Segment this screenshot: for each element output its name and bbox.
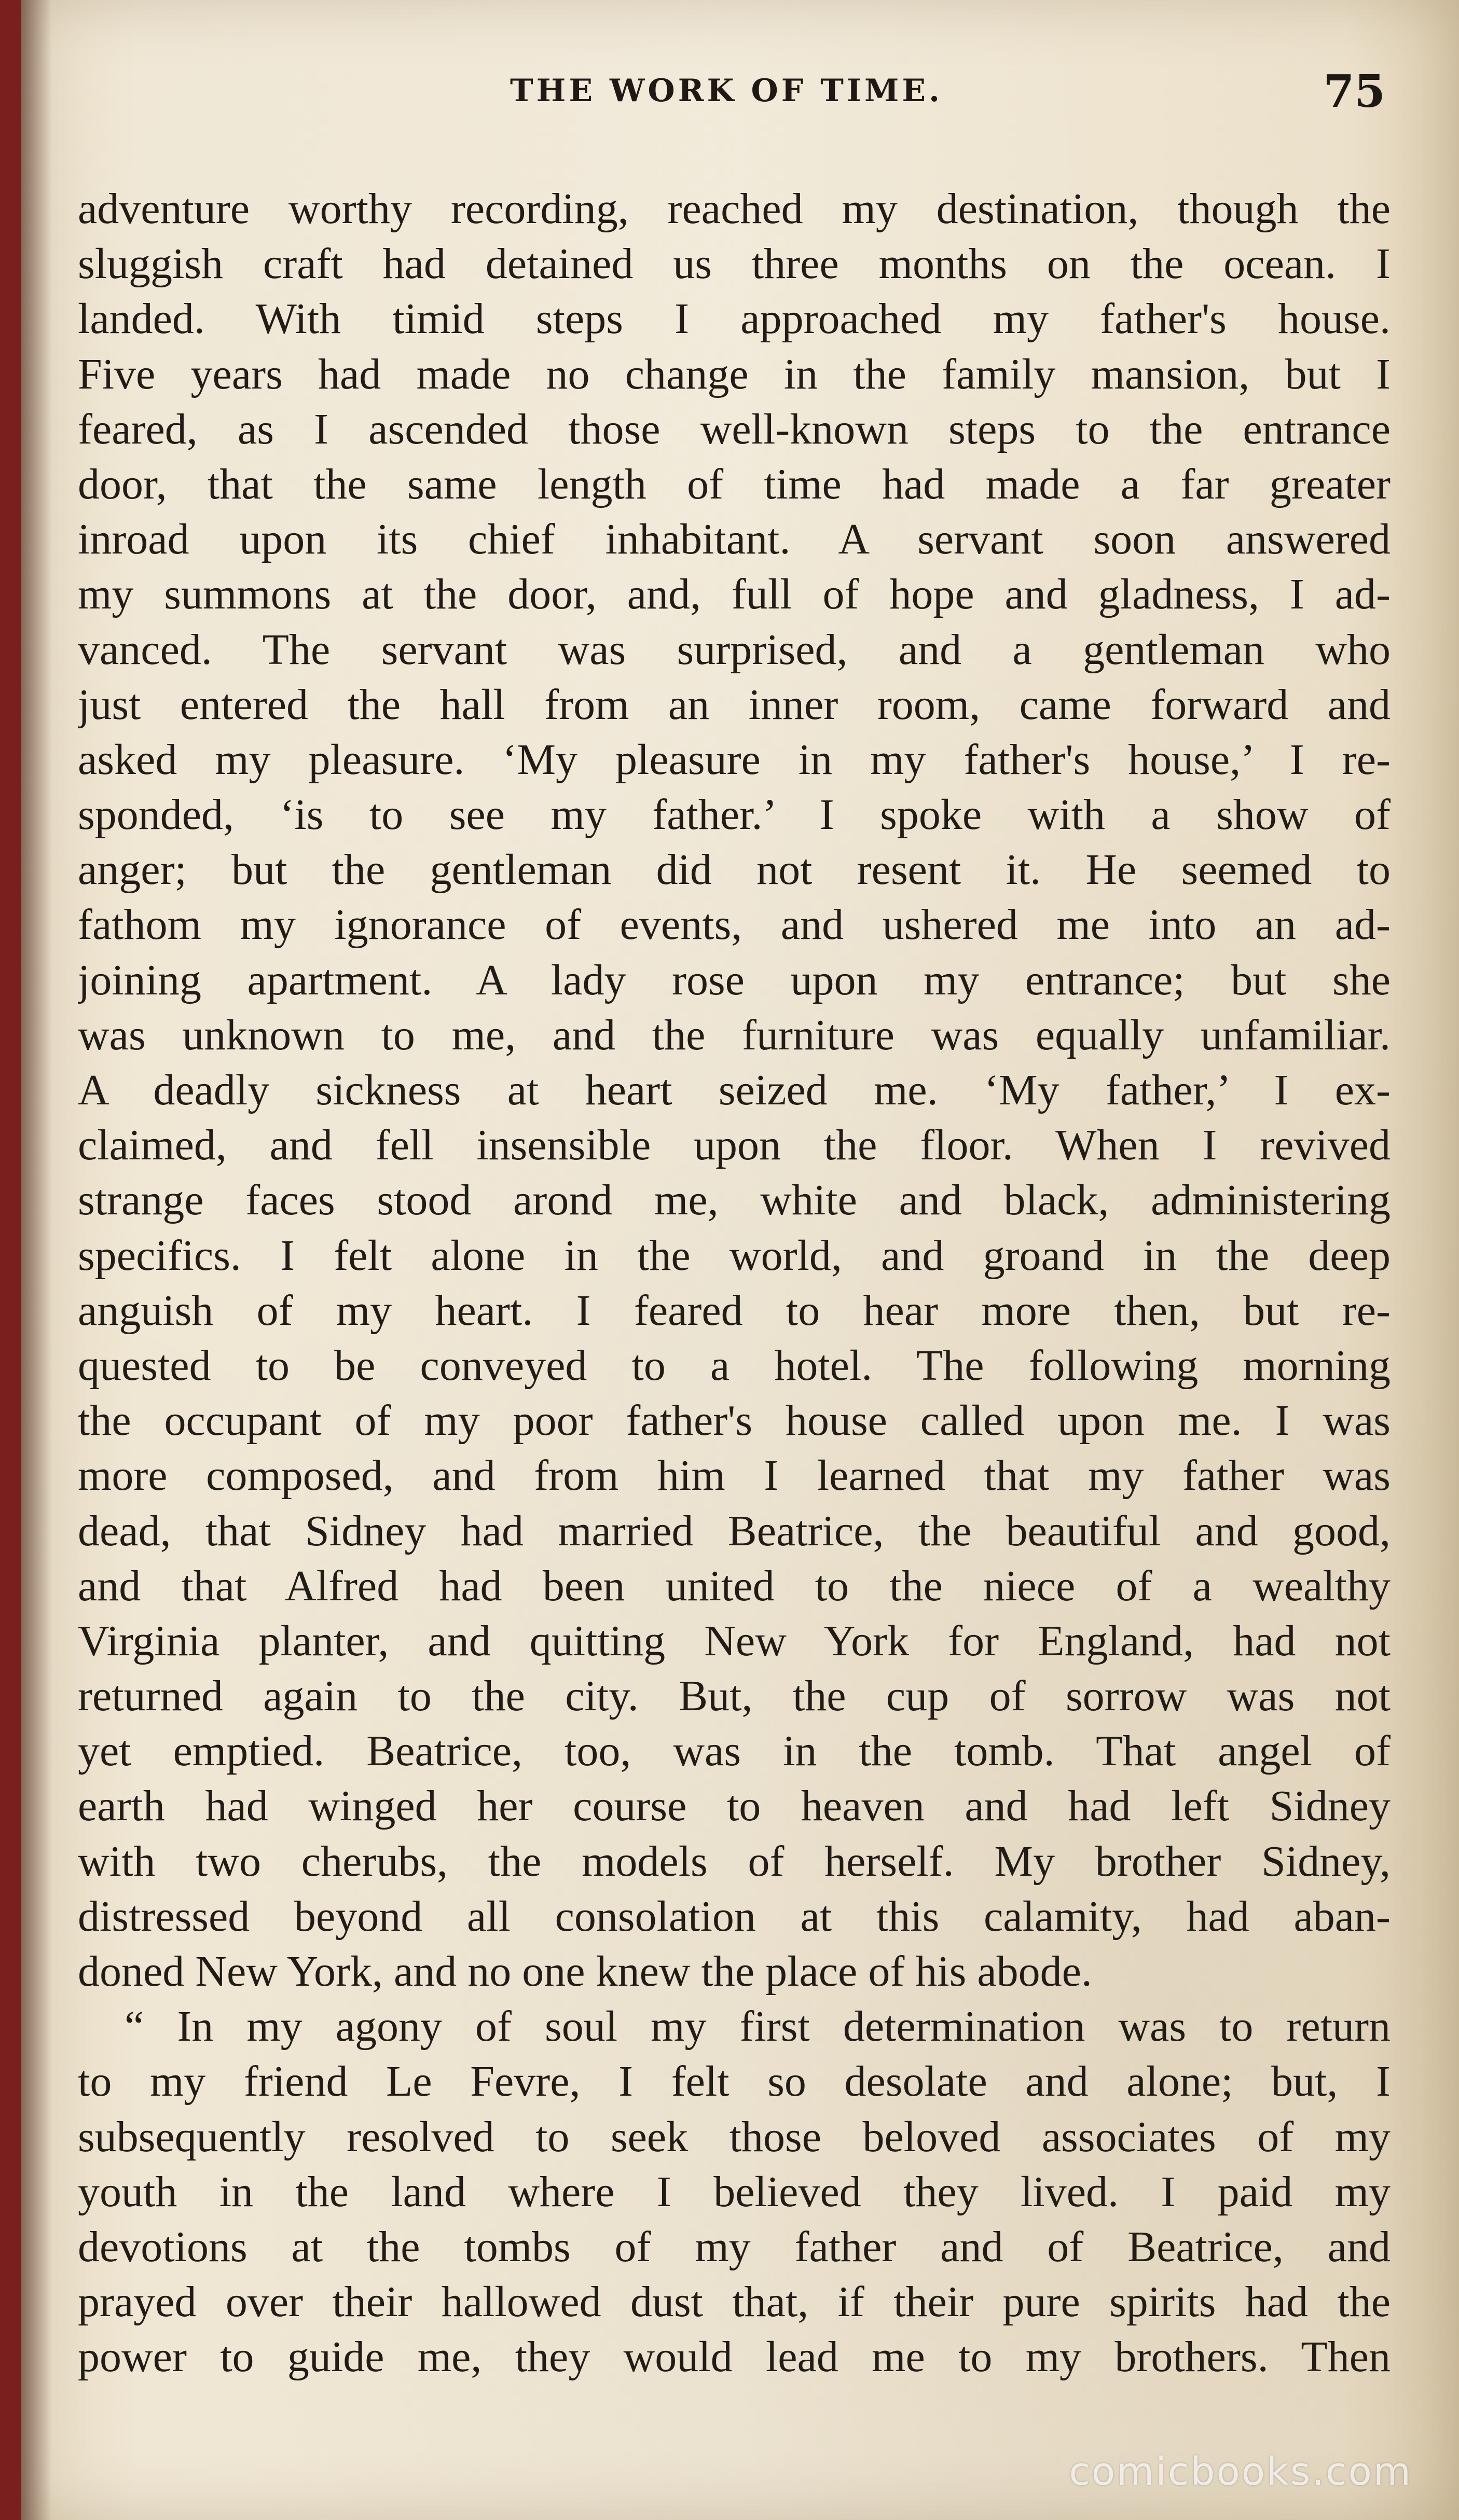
text-line: just entered the hall from an inner room, came forward and bbox=[78, 680, 1391, 729]
text-line: my summons at the door, and, full of hope and gladness, I ad- bbox=[78, 570, 1391, 619]
body-text bbox=[78, 182, 1391, 2385]
text-line: was unknown to me, and the furniture was equally unfamiliar. bbox=[78, 1010, 1391, 1059]
text-line: with two cherubs, the models of herself. My brother Sidney, bbox=[78, 1837, 1391, 1886]
spine-shadow bbox=[21, 0, 52, 2520]
text-line: A deadly sickness at heart seized me. ‘My father,’ I ex- bbox=[78, 1066, 1391, 1114]
text-line: to my friend Le Fevre, I felt so desolate and alone; but, I bbox=[78, 2057, 1391, 2106]
paragraph-2 bbox=[78, 1999, 1391, 2385]
text-line: joining apartment. A lady rose upon my entrance; but she bbox=[78, 956, 1391, 1004]
text-line: doned New York, and no one knew the place of his abode. bbox=[78, 1947, 1092, 1996]
text-line: sluggish craft had detained us three months on the ocean. I bbox=[78, 240, 1391, 288]
text-line: quested to be conveyed to a hotel. The following morning bbox=[78, 1341, 1391, 1390]
text-line: “ In my agony of soul my first determination was to return bbox=[125, 2002, 1391, 2051]
text-line: youth in the land where I believed they lived. I paid my bbox=[78, 2167, 1391, 2216]
text-line: yet emptied. Beatrice, too, was in the tomb. That angel of bbox=[78, 1727, 1391, 1776]
text-line: fathom my ignorance of events, and ushered me into an ad- bbox=[78, 901, 1391, 949]
text-line: power to guide me, they would lead me to my brothers. Then bbox=[78, 2333, 1391, 2381]
book-page bbox=[21, 0, 1459, 2520]
text-line: inroad upon its chief inhabitant. A servant soon answered bbox=[78, 515, 1391, 564]
text-line: earth had winged her course to heaven and had left Sidney bbox=[78, 1782, 1391, 1831]
text-line: devotions at the tombs of my father and of Beatrice, and bbox=[78, 2222, 1391, 2271]
text-line: anguish of my heart. I feared to hear more then, but re- bbox=[78, 1286, 1391, 1335]
text-line: door, that the same length of time had made a far greater bbox=[78, 460, 1391, 508]
text-line: distressed beyond all consolation at this calamity, had aban- bbox=[78, 1892, 1391, 1941]
text-line: dead, that Sidney had married Beatrice, the beautiful and good, bbox=[78, 1506, 1391, 1555]
text-line: Five years had made no change in the family mansion, but I bbox=[78, 350, 1391, 398]
watermark: comicbooks.com bbox=[1069, 2449, 1412, 2494]
text-line: vanced. The servant was surprised, and a gentleman who bbox=[78, 625, 1391, 674]
text-line: and that Alfred had been united to the niece of a wealthy bbox=[78, 1561, 1391, 1610]
page-number: 75 bbox=[1323, 65, 1385, 118]
text-line: more composed, and from him I learned that my father was bbox=[78, 1451, 1391, 1500]
text-line: subsequently resolved to seek those beloved associates of my bbox=[78, 2112, 1391, 2161]
text-line: the occupant of my poor father's house called upon me. I was bbox=[78, 1396, 1391, 1445]
text-line: anger; but the gentleman did not resent it. He seemed to bbox=[78, 846, 1391, 894]
text-line: asked my pleasure. ‘My pleasure in my father's house,’ I re- bbox=[78, 735, 1391, 784]
paragraph-1 bbox=[78, 182, 1391, 1999]
running-head: THE WORK OF TIME. bbox=[510, 73, 943, 109]
text-line: specifics. I felt alone in the world, and groand in the deep bbox=[78, 1231, 1391, 1280]
text-line: adventure worthy recording, reached my destination, though the bbox=[78, 185, 1391, 233]
text-line: claimed, and fell insensible upon the floor. When I revived bbox=[78, 1121, 1391, 1170]
text-line: returned again to the city. But, the cup of sorrow was not bbox=[78, 1672, 1391, 1721]
text-line: Virginia planter, and quitting New York for England, had not bbox=[78, 1616, 1391, 1665]
text-line: feared, as I ascended those well-known steps to the entrance bbox=[78, 405, 1391, 453]
text-line: landed. With timid steps I approached my father's house. bbox=[78, 295, 1391, 343]
text-line: prayed over their hallowed dust that, if their pure spirits had the bbox=[78, 2278, 1391, 2327]
text-line: sponded, ‘is to see my father.’ I spoke with a show of bbox=[78, 791, 1391, 839]
text-line: strange faces stood arond me, white and black, administering bbox=[78, 1176, 1391, 1225]
page-header bbox=[62, 65, 1391, 135]
